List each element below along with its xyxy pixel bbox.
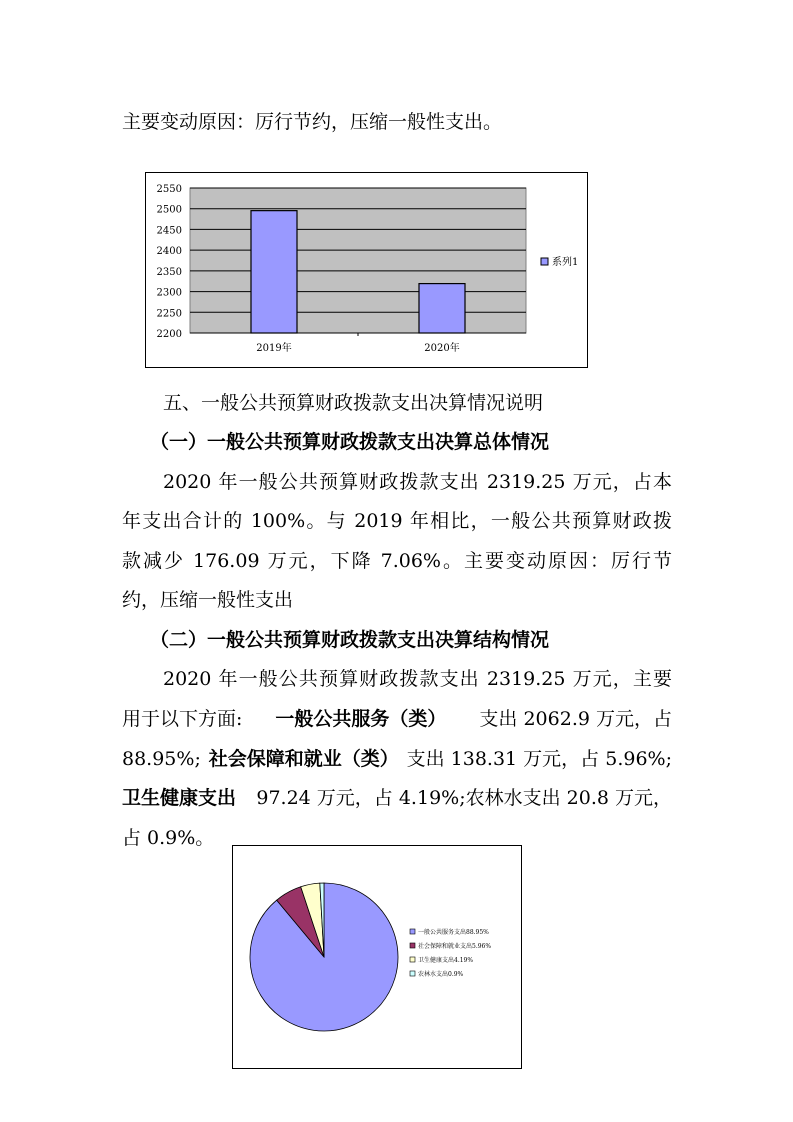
plot-area [190, 188, 526, 333]
bar [251, 211, 297, 333]
paragraph-line: 主要变动原因：厉行节约，压缩一般性支出。 [122, 111, 503, 133]
x-tick-label: 2020年 [424, 343, 460, 354]
y-tick-label: 2500 [156, 204, 182, 216]
bar [419, 284, 465, 333]
bold-text: 一般公共服务（类） [275, 708, 447, 730]
legend-swatch [410, 943, 415, 948]
subsection-heading: （二）一般公共预算财政拨款支出决算结构情况 [150, 629, 550, 651]
legend-swatch [410, 929, 415, 934]
subsection-heading: （一）一般公共预算财政拨款支出决算总体情况 [150, 431, 550, 453]
paragraph-line: 年支出合计的 100%。与 2019 年相比，一般公共预算财政拨 [122, 510, 672, 532]
section-heading: 五、一般公共预算财政拨款支出决算情况说明 [163, 392, 544, 414]
legend-label: 社会保障和就业支出5.96% [418, 943, 492, 950]
legend-label: 系列1 [552, 257, 579, 268]
paragraph-line: 占 0.9%。 [122, 827, 215, 849]
text: 88.95%; [122, 748, 201, 770]
y-tick-label: 2450 [156, 225, 182, 237]
y-tick-label: 2200 [156, 329, 182, 340]
y-tick-label: 2300 [156, 287, 182, 299]
y-tick-label: 2550 [156, 184, 182, 195]
legend-swatch [410, 957, 415, 962]
y-tick-label: 2350 [156, 266, 182, 278]
bold-text: 社会保障和就业（类） [208, 748, 399, 770]
legend-label: 卫生健康支出4.19% [418, 957, 474, 964]
legend-swatch [410, 971, 415, 976]
paragraph-line: 约，压缩一般性支出 [122, 589, 294, 611]
y-tick-label: 2400 [156, 246, 182, 258]
legend-swatch [541, 258, 548, 265]
paragraph-line [122, 707, 672, 731]
bar-chart [145, 172, 588, 368]
paragraph-line: 2020 年一般公共预算财政拨款支出 2319.25 万元，占本 [163, 471, 672, 493]
pie-chart [232, 845, 522, 1069]
y-tick-label: 2250 [156, 308, 182, 320]
bold-text: 卫生健康支出 [122, 787, 237, 809]
paragraph-line: 款减少 176.09 万元，下降 7.06%。主要变动原因：厉行节 [122, 550, 672, 572]
text: 用于以下方面: [122, 708, 243, 730]
paragraph-line [122, 786, 672, 810]
legend-label: 农林水支出0.9% [418, 971, 464, 978]
paragraph-line [122, 747, 672, 771]
text: 支出 138.31 万元，占 5.96%; [406, 748, 672, 770]
text: 支出 2062.9 万元，占 [479, 708, 672, 730]
paragraph-line: 2020 年一般公共预算财政拨款支出 2319.25 万元，主要 [163, 668, 672, 690]
text: 97.24 万元，占 4.19%;农林水支出 20.8 万元， [256, 787, 672, 809]
legend-label: 一般公共服务支出88.95% [418, 929, 489, 936]
x-tick-label: 2019年 [256, 343, 292, 354]
